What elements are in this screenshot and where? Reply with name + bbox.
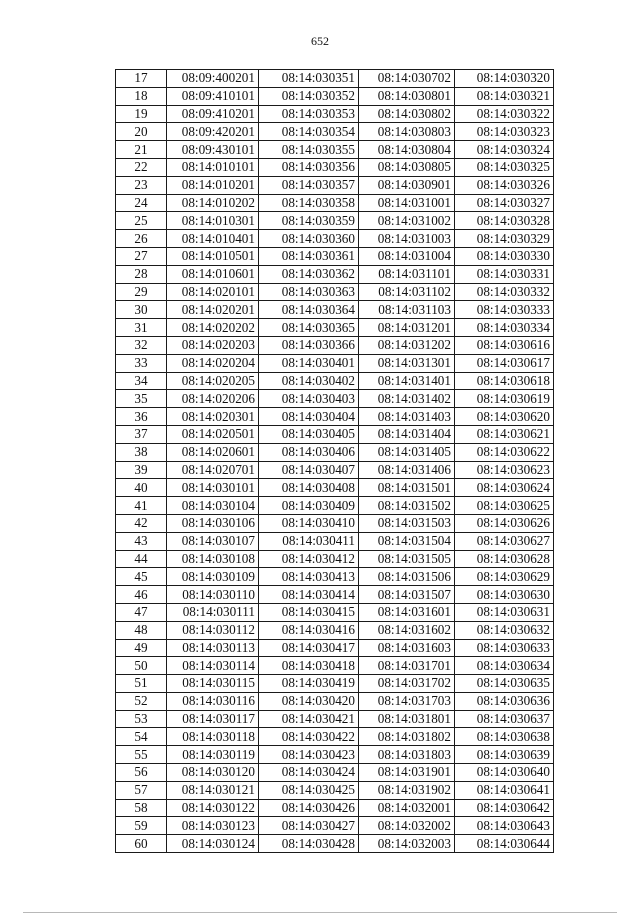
code-cell: 08:09:420201 — [167, 123, 259, 141]
code-cell: 08:14:031603 — [359, 639, 455, 657]
row-number-cell: 47 — [116, 603, 167, 621]
table-row — [116, 176, 554, 194]
code-cell: 08:14:030104 — [167, 497, 259, 515]
code-cell: 08:14:030115 — [167, 675, 259, 693]
page-number: 652 — [311, 34, 329, 48]
code-cell: 08:14:030114 — [167, 657, 259, 675]
code-cell: 08:14:030426 — [259, 799, 359, 817]
code-cell: 08:14:030413 — [259, 568, 359, 586]
code-cell: 08:14:030358 — [259, 194, 359, 212]
code-cell: 08:14:031001 — [359, 194, 455, 212]
table-row — [116, 336, 554, 354]
code-cell: 08:14:030417 — [259, 639, 359, 657]
code-cell: 08:14:030405 — [259, 425, 359, 443]
code-cell: 08:14:030328 — [455, 212, 554, 230]
code-cell: 08:14:030410 — [259, 514, 359, 532]
code-cell: 08:14:030414 — [259, 586, 359, 604]
code-cell: 08:09:410201 — [167, 105, 259, 123]
row-number-cell: 18 — [116, 87, 167, 105]
code-cell: 08:14:030101 — [167, 479, 259, 497]
code-cell: 08:14:030425 — [259, 781, 359, 799]
table-row — [116, 158, 554, 176]
row-number-cell: 54 — [116, 728, 167, 746]
code-cell: 08:14:031505 — [359, 550, 455, 568]
code-cell: 08:14:030702 — [359, 70, 455, 88]
code-cell: 08:09:400201 — [167, 70, 259, 88]
row-number-cell: 21 — [116, 141, 167, 159]
code-cell: 08:14:010301 — [167, 212, 259, 230]
code-cell: 08:14:030403 — [259, 390, 359, 408]
code-cell: 08:14:030638 — [455, 728, 554, 746]
bottom-rule — [23, 912, 617, 913]
table-row — [116, 372, 554, 390]
code-cell: 08:14:020601 — [167, 443, 259, 461]
code-cell: 08:14:030423 — [259, 746, 359, 764]
table-row — [116, 621, 554, 639]
code-cell: 08:14:030322 — [455, 105, 554, 123]
row-number-cell: 26 — [116, 230, 167, 248]
code-cell: 08:14:030354 — [259, 123, 359, 141]
row-number-cell: 40 — [116, 479, 167, 497]
code-cell: 08:14:020201 — [167, 301, 259, 319]
row-number-cell: 55 — [116, 746, 167, 764]
row-number-cell: 41 — [116, 497, 167, 515]
code-cell: 08:14:030804 — [359, 141, 455, 159]
code-cell: 08:14:031703 — [359, 692, 455, 710]
code-cell: 08:14:031402 — [359, 390, 455, 408]
code-cell: 08:14:030333 — [455, 301, 554, 319]
code-cell: 08:14:031902 — [359, 781, 455, 799]
code-cell: 08:14:030629 — [455, 568, 554, 586]
code-cell: 08:14:031507 — [359, 586, 455, 604]
code-cell: 08:14:030118 — [167, 728, 259, 746]
row-number-cell: 22 — [116, 158, 167, 176]
code-cell: 08:14:030332 — [455, 283, 554, 301]
code-cell: 08:14:030351 — [259, 70, 359, 88]
code-cell: 08:14:030415 — [259, 603, 359, 621]
code-cell: 08:14:030616 — [455, 336, 554, 354]
code-cell: 08:14:030624 — [455, 479, 554, 497]
code-cell: 08:14:030424 — [259, 764, 359, 782]
row-number-cell: 45 — [116, 568, 167, 586]
code-cell: 08:14:030412 — [259, 550, 359, 568]
code-cell: 08:14:030418 — [259, 657, 359, 675]
code-cell: 08:14:030356 — [259, 158, 359, 176]
row-number-cell: 57 — [116, 781, 167, 799]
table-row — [116, 265, 554, 283]
code-cell: 08:14:030362 — [259, 265, 359, 283]
code-cell: 08:14:030117 — [167, 710, 259, 728]
code-cell: 08:14:030422 — [259, 728, 359, 746]
code-cell: 08:14:030108 — [167, 550, 259, 568]
code-cell: 08:14:031504 — [359, 532, 455, 550]
code-cell: 08:14:020203 — [167, 336, 259, 354]
code-cell: 08:14:030633 — [455, 639, 554, 657]
row-number-cell: 44 — [116, 550, 167, 568]
row-number-cell: 60 — [116, 835, 167, 853]
code-cell: 08:14:030901 — [359, 176, 455, 194]
table-row — [116, 710, 554, 728]
code-cell: 08:14:030120 — [167, 764, 259, 782]
code-cell: 08:14:031103 — [359, 301, 455, 319]
code-cell: 08:14:031501 — [359, 479, 455, 497]
row-number-cell: 46 — [116, 586, 167, 604]
table-row — [116, 354, 554, 372]
table-row — [116, 799, 554, 817]
code-cell: 08:14:031202 — [359, 336, 455, 354]
code-cell: 08:14:030416 — [259, 621, 359, 639]
code-cell: 08:14:030123 — [167, 817, 259, 835]
table-row — [116, 247, 554, 265]
code-cell: 08:14:010101 — [167, 158, 259, 176]
row-number-cell: 20 — [116, 123, 167, 141]
code-cell: 08:14:030617 — [455, 354, 554, 372]
row-number-cell: 49 — [116, 639, 167, 657]
code-cell: 08:14:030801 — [359, 87, 455, 105]
table-row — [116, 639, 554, 657]
code-cell: 08:14:030404 — [259, 408, 359, 426]
code-cell: 08:14:032002 — [359, 817, 455, 835]
row-number-cell: 24 — [116, 194, 167, 212]
code-cell: 08:14:020701 — [167, 461, 259, 479]
code-cell: 08:14:030641 — [455, 781, 554, 799]
row-number-cell: 56 — [116, 764, 167, 782]
code-cell: 08:14:030334 — [455, 319, 554, 337]
table-row — [116, 497, 554, 515]
table-row — [116, 692, 554, 710]
code-cell: 08:14:030639 — [455, 746, 554, 764]
row-number-cell: 38 — [116, 443, 167, 461]
row-number-cell: 27 — [116, 247, 167, 265]
code-cell: 08:14:030401 — [259, 354, 359, 372]
code-cell: 08:14:031102 — [359, 283, 455, 301]
row-number-cell: 37 — [116, 425, 167, 443]
code-cell: 08:14:020501 — [167, 425, 259, 443]
code-cell: 08:14:030112 — [167, 621, 259, 639]
code-cell: 08:14:030637 — [455, 710, 554, 728]
code-cell: 08:14:030627 — [455, 532, 554, 550]
table-row — [116, 781, 554, 799]
code-cell: 08:14:030626 — [455, 514, 554, 532]
code-cell: 08:14:020101 — [167, 283, 259, 301]
code-cell: 08:14:031003 — [359, 230, 455, 248]
code-cell: 08:14:020202 — [167, 319, 259, 337]
code-cell: 08:14:031002 — [359, 212, 455, 230]
code-cell: 08:14:030640 — [455, 764, 554, 782]
row-number-cell: 31 — [116, 319, 167, 337]
code-cell: 08:14:030628 — [455, 550, 554, 568]
code-cell: 08:14:030644 — [455, 835, 554, 853]
table-row — [116, 514, 554, 532]
code-cell: 08:14:031401 — [359, 372, 455, 390]
code-cell: 08:14:030111 — [167, 603, 259, 621]
code-cell: 08:14:030122 — [167, 799, 259, 817]
code-cell: 08:14:030621 — [455, 425, 554, 443]
code-cell: 08:14:030402 — [259, 372, 359, 390]
row-number-cell: 48 — [116, 621, 167, 639]
code-cell: 08:14:031403 — [359, 408, 455, 426]
code-cell: 08:14:032003 — [359, 835, 455, 853]
code-cell: 08:14:030407 — [259, 461, 359, 479]
code-cell: 08:14:030635 — [455, 675, 554, 693]
code-cell: 08:14:030802 — [359, 105, 455, 123]
code-cell: 08:14:030408 — [259, 479, 359, 497]
code-cell: 08:14:031506 — [359, 568, 455, 586]
table-row — [116, 123, 554, 141]
table-row — [116, 461, 554, 479]
row-number-cell: 42 — [116, 514, 167, 532]
code-cell: 08:14:030636 — [455, 692, 554, 710]
code-cell: 08:14:031201 — [359, 319, 455, 337]
table-row — [116, 319, 554, 337]
code-cell: 08:14:031406 — [359, 461, 455, 479]
row-number-cell: 19 — [116, 105, 167, 123]
code-cell: 08:14:030642 — [455, 799, 554, 817]
table-row — [116, 586, 554, 604]
code-cell: 08:14:030327 — [455, 194, 554, 212]
code-cell: 08:14:030366 — [259, 336, 359, 354]
code-table — [115, 69, 554, 853]
table-row — [116, 746, 554, 764]
table-row — [116, 479, 554, 497]
row-number-cell: 51 — [116, 675, 167, 693]
code-cell: 08:14:031404 — [359, 425, 455, 443]
code-cell: 08:09:430101 — [167, 141, 259, 159]
code-cell: 08:14:031301 — [359, 354, 455, 372]
code-cell: 08:14:030110 — [167, 586, 259, 604]
code-cell: 08:14:030325 — [455, 158, 554, 176]
table-row — [116, 283, 554, 301]
code-cell: 08:14:030803 — [359, 123, 455, 141]
code-cell: 08:14:030622 — [455, 443, 554, 461]
row-number-cell: 39 — [116, 461, 167, 479]
code-cell: 08:14:010501 — [167, 247, 259, 265]
row-number-cell: 29 — [116, 283, 167, 301]
code-cell: 08:14:030406 — [259, 443, 359, 461]
table-row — [116, 70, 554, 88]
row-number-cell: 59 — [116, 817, 167, 835]
code-cell: 08:14:030321 — [455, 87, 554, 105]
code-cell: 08:14:030631 — [455, 603, 554, 621]
row-number-cell: 32 — [116, 336, 167, 354]
code-cell: 08:14:031004 — [359, 247, 455, 265]
table-row — [116, 764, 554, 782]
table-row — [116, 105, 554, 123]
code-cell: 08:14:030106 — [167, 514, 259, 532]
code-cell: 08:14:031801 — [359, 710, 455, 728]
code-cell: 08:14:031602 — [359, 621, 455, 639]
code-cell: 08:14:030324 — [455, 141, 554, 159]
table-row — [116, 408, 554, 426]
code-cell: 08:14:030323 — [455, 123, 554, 141]
code-cell: 08:14:030419 — [259, 675, 359, 693]
row-number-cell: 43 — [116, 532, 167, 550]
row-number-cell: 17 — [116, 70, 167, 88]
table-row — [116, 603, 554, 621]
code-cell: 08:14:030109 — [167, 568, 259, 586]
table-row — [116, 141, 554, 159]
code-cell: 08:14:030618 — [455, 372, 554, 390]
table-row — [116, 425, 554, 443]
row-number-cell: 23 — [116, 176, 167, 194]
code-cell: 08:09:410101 — [167, 87, 259, 105]
row-number-cell: 25 — [116, 212, 167, 230]
code-cell: 08:14:030326 — [455, 176, 554, 194]
code-cell: 08:14:030119 — [167, 746, 259, 764]
code-cell: 08:14:031901 — [359, 764, 455, 782]
code-cell: 08:14:032001 — [359, 799, 455, 817]
code-cell: 08:14:030409 — [259, 497, 359, 515]
code-cell: 08:14:031702 — [359, 675, 455, 693]
table-row — [116, 194, 554, 212]
table-row — [116, 230, 554, 248]
table-row — [116, 532, 554, 550]
code-cell: 08:14:030355 — [259, 141, 359, 159]
code-cell: 08:14:030360 — [259, 230, 359, 248]
table-row — [116, 817, 554, 835]
row-number-cell: 35 — [116, 390, 167, 408]
code-cell: 08:14:030421 — [259, 710, 359, 728]
code-cell: 08:14:030427 — [259, 817, 359, 835]
row-number-cell: 50 — [116, 657, 167, 675]
table-row — [116, 390, 554, 408]
code-cell: 08:14:030364 — [259, 301, 359, 319]
code-cell: 08:14:031803 — [359, 746, 455, 764]
row-number-cell: 36 — [116, 408, 167, 426]
table-row — [116, 728, 554, 746]
code-cell: 08:14:020204 — [167, 354, 259, 372]
code-cell: 08:14:030107 — [167, 532, 259, 550]
table-row — [116, 675, 554, 693]
code-cell: 08:14:030428 — [259, 835, 359, 853]
code-cell: 08:14:030625 — [455, 497, 554, 515]
table-row — [116, 212, 554, 230]
code-cell: 08:14:030630 — [455, 586, 554, 604]
table-row — [116, 87, 554, 105]
table-row — [116, 301, 554, 319]
code-cell: 08:14:010201 — [167, 176, 259, 194]
code-cell: 08:14:020206 — [167, 390, 259, 408]
row-number-cell: 30 — [116, 301, 167, 319]
code-cell: 08:14:020301 — [167, 408, 259, 426]
row-number-cell: 53 — [116, 710, 167, 728]
code-cell: 08:14:030352 — [259, 87, 359, 105]
code-table-body — [116, 70, 554, 853]
code-cell: 08:14:030619 — [455, 390, 554, 408]
code-cell: 08:14:030329 — [455, 230, 554, 248]
row-number-cell: 58 — [116, 799, 167, 817]
code-cell: 08:14:030116 — [167, 692, 259, 710]
code-cell: 08:14:030320 — [455, 70, 554, 88]
code-cell: 08:14:031405 — [359, 443, 455, 461]
code-cell: 08:14:030330 — [455, 247, 554, 265]
code-cell: 08:14:030361 — [259, 247, 359, 265]
code-cell: 08:14:030113 — [167, 639, 259, 657]
code-cell: 08:14:030632 — [455, 621, 554, 639]
code-cell: 08:14:030331 — [455, 265, 554, 283]
table-row — [116, 835, 554, 853]
row-number-cell: 28 — [116, 265, 167, 283]
code-cell: 08:14:030411 — [259, 532, 359, 550]
code-cell: 08:14:030121 — [167, 781, 259, 799]
table-row — [116, 657, 554, 675]
code-cell: 08:14:031802 — [359, 728, 455, 746]
code-cell: 08:14:010601 — [167, 265, 259, 283]
row-number-cell: 52 — [116, 692, 167, 710]
table-row — [116, 568, 554, 586]
code-cell: 08:14:030620 — [455, 408, 554, 426]
code-cell: 08:14:030357 — [259, 176, 359, 194]
code-cell: 08:14:030643 — [455, 817, 554, 835]
row-number-cell: 33 — [116, 354, 167, 372]
code-cell: 08:14:030420 — [259, 692, 359, 710]
table-row — [116, 550, 554, 568]
table-row — [116, 443, 554, 461]
code-cell: 08:14:031503 — [359, 514, 455, 532]
code-cell: 08:14:030353 — [259, 105, 359, 123]
code-cell: 08:14:031601 — [359, 603, 455, 621]
code-cell: 08:14:010202 — [167, 194, 259, 212]
code-cell: 08:14:031502 — [359, 497, 455, 515]
code-cell: 08:14:010401 — [167, 230, 259, 248]
row-number-cell: 34 — [116, 372, 167, 390]
code-cell: 08:14:030359 — [259, 212, 359, 230]
code-cell: 08:14:030623 — [455, 461, 554, 479]
code-cell: 08:14:020205 — [167, 372, 259, 390]
code-cell: 08:14:031101 — [359, 265, 455, 283]
code-cell: 08:14:030124 — [167, 835, 259, 853]
code-cell: 08:14:030805 — [359, 158, 455, 176]
code-cell: 08:14:030634 — [455, 657, 554, 675]
code-cell: 08:14:030363 — [259, 283, 359, 301]
code-cell: 08:14:031701 — [359, 657, 455, 675]
code-cell: 08:14:030365 — [259, 319, 359, 337]
